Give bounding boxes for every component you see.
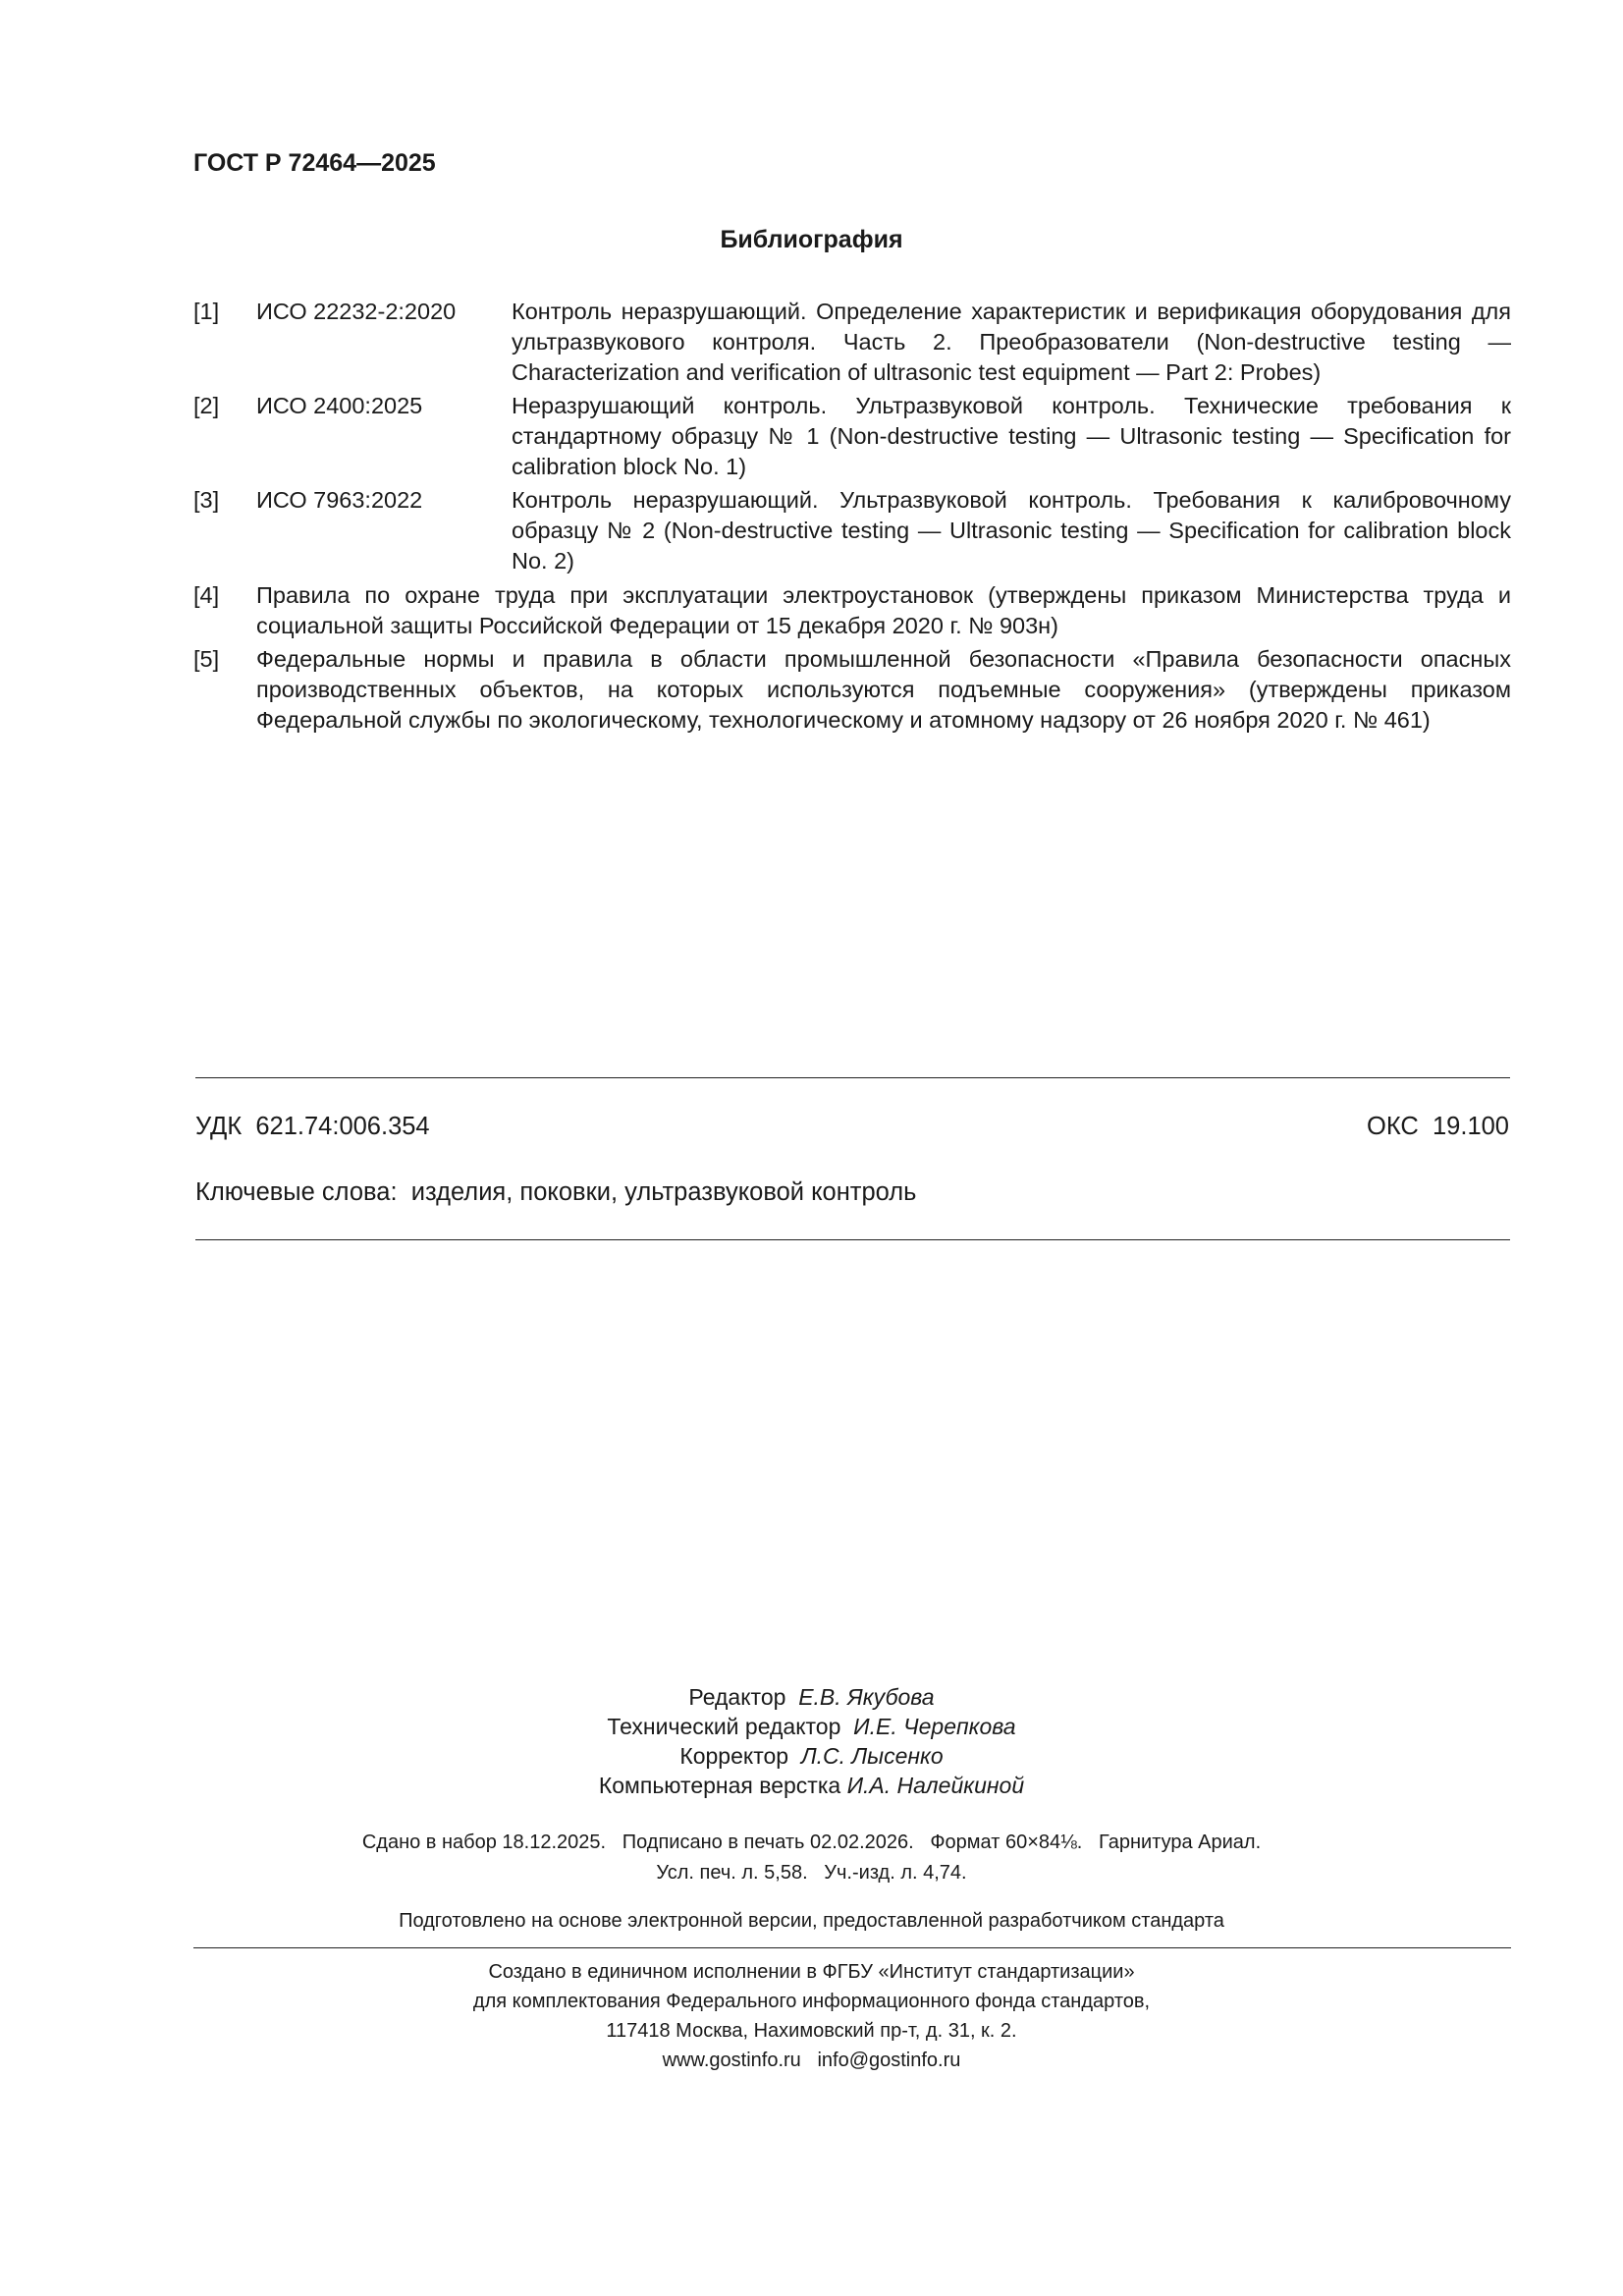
imprint-line-1: Сдано в набор 18.12.2025. Подписано в печать 02.02.2026. Формат 60×84⅛. Гарнитура Ариал. — [361, 1831, 1262, 1853]
publisher-line-1: Создано в единичном исполнении в ФГБУ «Институт стандартизации» — [488, 1961, 1135, 1983]
bibliography-entry-1 — [193, 297, 1511, 388]
imprint-prepared: Подготовлено на основе электронной версии, предоставленной разработчиком стандарта — [399, 1910, 1224, 1932]
bibliography-entry-3 — [193, 485, 1511, 576]
credit-name: И.А. Налейкиной — [846, 1773, 1025, 1798]
publisher-website[interactable]: www.gostinfo.ru — [662, 2050, 801, 2071]
credit-label: Компьютерная верстка — [598, 1773, 841, 1798]
udk-label: УДК — [195, 1113, 243, 1140]
publisher-line-2: для комплектования Федерального информационного фонда стандартов, — [472, 1991, 1151, 2012]
udk-code — [195, 1113, 430, 1141]
bibliography-title: Библиография — [720, 226, 903, 253]
oks-code — [1367, 1113, 1509, 1141]
credit-label: Корректор — [679, 1743, 789, 1769]
credit-corrector — [0, 1741, 1623, 1771]
entry-text: Федеральные нормы и правила в области промышленной безопасности «Правила безопасности опасных производственных объектов, на которых используются подъемные сооружения» (утверждены приказом Федеральной службы по экологическому, технологическому и атомному надзору от 26 ноября 2020 г. № 461) — [256, 646, 1511, 733]
publisher-email[interactable]: info@gostinfo.ru — [817, 2050, 961, 2071]
credit-layout — [0, 1771, 1623, 1800]
entry-number: [1] — [193, 299, 220, 324]
bibliography-entry-4 — [193, 580, 1511, 641]
entry-text: Контроль неразрушающий. Определение характеристик и верификация оборудования для ультразвукового контроля. Часть 2. Преобразователи (Non-destructive testing — Characterization and verification of ultrasonic test equipment — Part 2: Probes) — [512, 299, 1511, 385]
udk-value: 621.74:006.354 — [255, 1113, 430, 1140]
entry-number: [3] — [193, 487, 220, 513]
entry-standard-code: ИСО 7963:2022 — [256, 487, 423, 513]
divider-top — [195, 1077, 1510, 1078]
credit-tech-editor — [0, 1712, 1623, 1741]
entry-text: Неразрушающий контроль. Ультразвуковой контроль. Технические требования к стандартному образцу № 1 (Non-destructive testing — Ultrasonic testing — Specification for calibration block No. 1) — [512, 393, 1511, 479]
credit-name: И.Е. Черепкова — [853, 1714, 1016, 1739]
entry-number: [5] — [193, 646, 220, 672]
document-code: ГОСТ Р 72464—2025 — [193, 149, 436, 177]
credit-label: Редактор — [688, 1684, 786, 1710]
entry-standard-code: ИСО 2400:2025 — [256, 393, 423, 418]
oks-label: ОКС — [1367, 1113, 1419, 1140]
publisher-line-3: 117418 Москва, Нахимовский пр-т, д. 31, к. 2. — [606, 2020, 1017, 2042]
keywords — [195, 1178, 916, 1207]
oks-value: 19.100 — [1433, 1113, 1509, 1140]
entry-text: Контроль неразрушающий. Ультразвуковой контроль. Требования к калибровочному образцу № 2 (Non-destructive testing — Ultrasonic testing — Specification for calibration block No. 2) — [512, 487, 1511, 574]
entry-text: Правила по охране труда при эксплуатации электроустановок (утверждены приказом Министерства труда и социальной защиты Российской Федерации от 15 декабря 2020 г. № 903н) — [256, 582, 1511, 638]
bibliography-entry-5 — [193, 644, 1511, 736]
divider-publisher — [193, 1947, 1511, 1948]
bibliography-entry-2 — [193, 391, 1511, 482]
imprint-line-2: Усл. печ. л. 5,58. Уч.-изд. л. 4,74. — [656, 1862, 967, 1884]
entry-standard-code: ИСО 22232-2:2020 — [256, 299, 457, 324]
keywords-label: Ключевые слова: — [195, 1178, 398, 1206]
entry-number: [4] — [193, 582, 220, 608]
credit-name: Л.С. Лысенко — [800, 1743, 944, 1769]
keywords-value: изделия, поковки, ультразвуковой контроль — [410, 1178, 917, 1206]
credit-editor — [0, 1682, 1623, 1712]
divider-bottom — [195, 1239, 1510, 1240]
credit-name: Е.В. Якубова — [798, 1684, 935, 1710]
entry-number: [2] — [193, 393, 220, 418]
publisher-contacts — [0, 2046, 1623, 2075]
credit-label: Технический редактор — [607, 1714, 841, 1739]
